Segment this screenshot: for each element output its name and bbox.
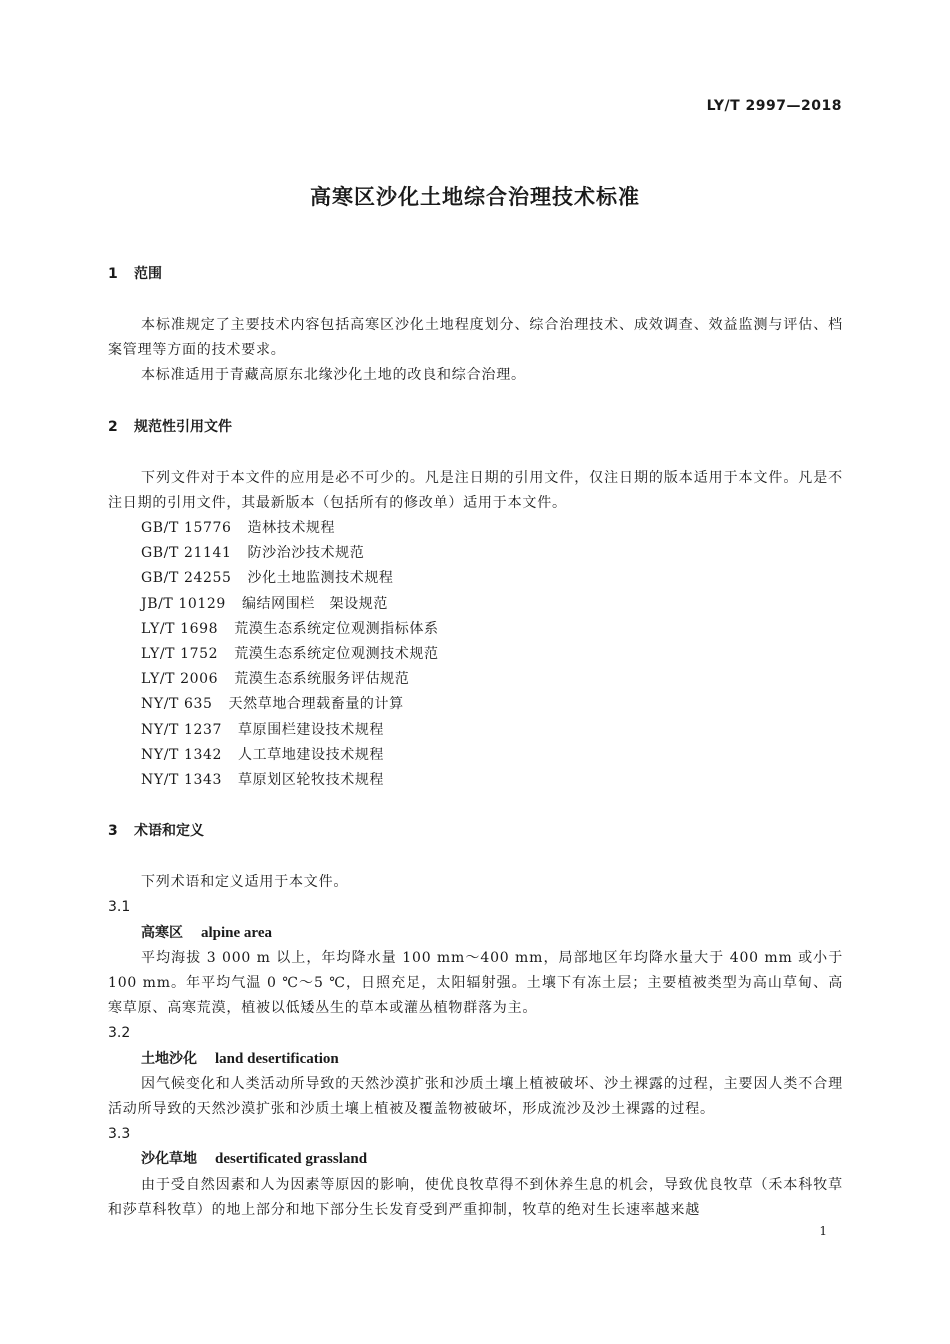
term-chinese: 沙化草地 [141, 1151, 197, 1168]
reference-name: 荒漠生态系统定位观测指标体系 [234, 620, 439, 637]
term-english: desertificated grassland [215, 1151, 368, 1168]
document-title: 高寒区沙化土地综合治理技术标准 [310, 185, 640, 209]
reference-code: JB/T 10129 [141, 595, 226, 612]
reference-code: LY/T 2006 [141, 671, 219, 688]
term-definition: 由于受自然因素和人为因素等原因的影响，使优良牧草得不到休养生息的机会，导致优良牧草（禾本科牧草和莎草科牧草）的地上部分和地下部分生长发育受到严重抑制，牧草的绝对生长速率越来越 [108, 1176, 843, 1218]
reference-name: 编结网围栏 架设规范 [241, 595, 388, 612]
reference-name: 沙化土地监测技术规程 [247, 570, 394, 587]
reference-name: 人工草地建设技术规程 [238, 746, 385, 763]
page-number: 1 [819, 1224, 827, 1238]
reference-item [108, 642, 843, 667]
paragraph: 本标准规定了主要技术内容包括高寒区沙化土地程度划分、综合治理技术、成效调查、效益监测与评估、档案管理等方面的技术要求。 [108, 317, 843, 359]
reference-item [108, 592, 843, 617]
reference-code: LY/T 1698 [141, 620, 219, 637]
term-number: 3.3 [108, 1126, 131, 1143]
reference-code: LY/T 1752 [141, 646, 219, 663]
reference-name: 天然草地合理载畜量的计算 [228, 696, 404, 713]
document-body [108, 262, 843, 1223]
paragraph: 下列术语和定义适用于本文件。 [141, 874, 349, 891]
section-title: 术语和定义 [134, 823, 204, 840]
section-title: 范围 [134, 266, 162, 282]
reference-item [108, 692, 843, 717]
reference-item [108, 617, 843, 642]
reference-name: 防沙治沙技术规范 [247, 545, 365, 562]
term-list [108, 895, 843, 1223]
term-heading [108, 1147, 843, 1172]
reference-item [108, 566, 843, 591]
term-chinese: 高寒区 [141, 924, 183, 941]
section-number: 2 [108, 418, 118, 435]
paragraph: 本标准适用于青藏高原东北缘沙化土地的改良和综合治理。 [141, 367, 526, 384]
reference-name: 荒漠生态系统服务评估规范 [234, 671, 410, 688]
reference-item [108, 743, 843, 768]
reference-name: 造林技术规程 [247, 520, 336, 537]
reference-item [108, 718, 843, 743]
reference-item [108, 516, 843, 541]
reference-name: 草原划区轮牧技术规程 [238, 772, 385, 789]
standard-code: LY/T 2997—2018 [706, 98, 842, 114]
reference-code: NY/T 1237 [141, 721, 223, 738]
reference-name: 荒漠生态系统定位观测技术规范 [234, 646, 439, 663]
reference-item [108, 667, 843, 692]
reference-item [108, 541, 843, 566]
reference-list [108, 516, 843, 793]
term-chinese: 土地沙化 [141, 1050, 197, 1067]
reference-name: 草原围栏建设技术规程 [238, 721, 385, 738]
reference-code: NY/T 1342 [141, 746, 223, 763]
reference-code: NY/T 635 [141, 696, 213, 713]
section-2-heading [108, 415, 843, 440]
section-3-heading [108, 819, 843, 844]
reference-code: GB/T 15776 [141, 520, 232, 537]
term-number: 3.2 [108, 1025, 131, 1042]
paragraph: 下列文件对于本文件的应用是必不可少的。凡是注日期的引用文件，仅注日期的版本适用于本文件。凡是不注日期的引用文件，其最新版本（包括所有的修改单）适用于本文件。 [108, 469, 843, 511]
term-english: land desertification [215, 1050, 339, 1067]
term-definition: 平均海拔 3 000 m 以上，年均降水量 100 mm～400 mm，局部地区年均降水量大于 400 mm 或小于 100 mm。年平均气温 0 ℃～5 ℃，日照充足，太阳辐射强。土壤下有冻土层；主要植被类型为高山草甸、高寒草原、高寒荒漠，植被以低矮丛生的草本或灌丛植物群落为主。 [108, 949, 843, 1017]
reference-code: NY/T 1343 [141, 772, 223, 789]
term-heading [108, 921, 843, 946]
reference-item [108, 768, 843, 793]
section-number: 1 [108, 266, 118, 282]
reference-code: GB/T 21141 [141, 545, 232, 562]
term-definition: 因气候变化和人类活动所导致的天然沙漠扩张和沙质土壤上植被破坏、沙土裸露的过程，主要因人类不合理活动所导致的天然沙漠扩张和沙质土壤上植被及覆盖物被破坏，形成流沙及沙土裸露的过程。 [108, 1075, 843, 1118]
term-heading [108, 1047, 843, 1072]
term-number: 3.1 [108, 899, 131, 916]
term-english: alpine area [201, 924, 272, 941]
section-1-heading [108, 262, 843, 287]
section-number: 3 [108, 823, 118, 840]
section-title: 规范性引用文件 [134, 418, 232, 435]
reference-code: GB/T 24255 [141, 570, 232, 587]
